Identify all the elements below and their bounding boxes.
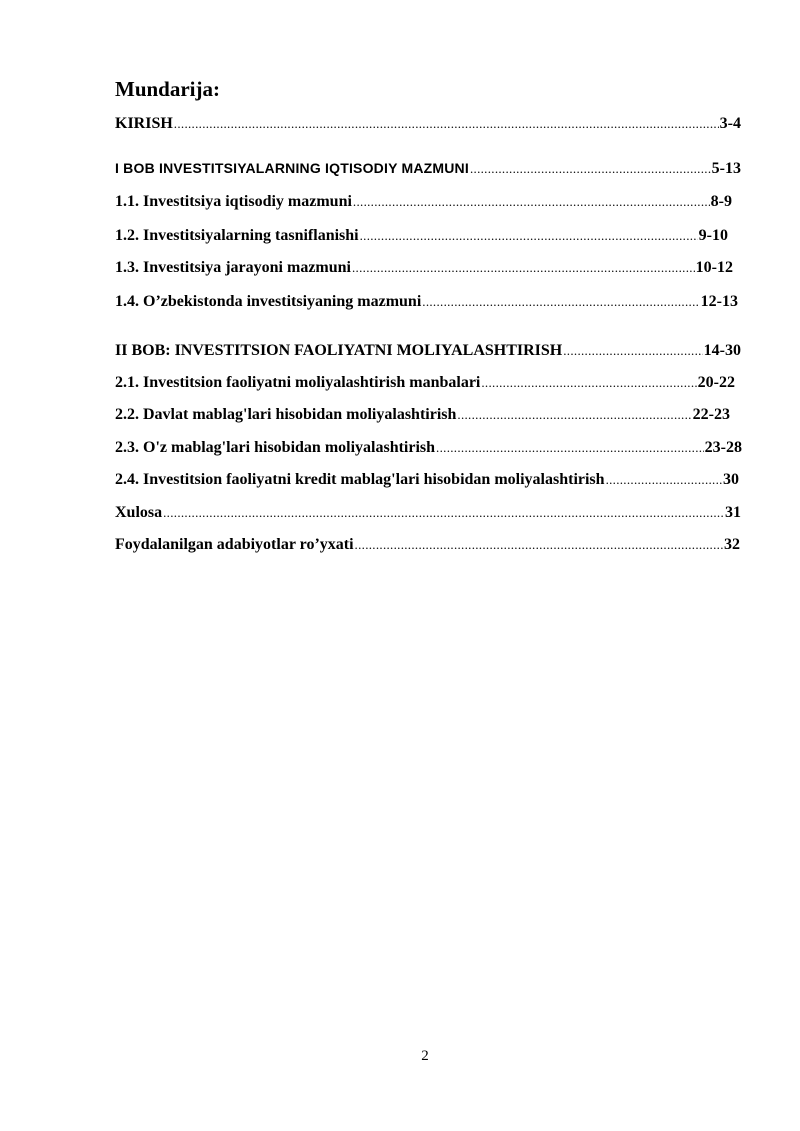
toc-entry-1-2[interactable] <box>115 226 728 246</box>
toc-entry-adabiyotlar[interactable] <box>115 535 740 555</box>
toc-entry-label: 1.4. O’zbekistonda investitsiyaning mazmuni <box>115 293 422 310</box>
toc-entry-chapter-2[interactable] <box>115 341 741 361</box>
toc-entry-pages: 9-10 <box>698 227 728 244</box>
toc-entry-pages: 30 <box>723 471 739 488</box>
toc-entry-chapter-1[interactable] <box>115 158 741 179</box>
toc-leader-dots <box>563 341 702 361</box>
toc-leader-dots <box>163 503 724 523</box>
toc-entry-label: 2.1. Investitsion faoliyatni moliyalashtirish manbalari <box>115 374 481 391</box>
toc-entry-pages: 5-13 <box>711 160 741 177</box>
toc-entry-pages: 20-22 <box>697 374 735 391</box>
toc-leader-dots <box>360 226 698 246</box>
toc-entry-pages: 8-9 <box>710 193 732 210</box>
toc-entry-2-2[interactable] <box>115 405 730 425</box>
toc-leader-dots <box>481 373 696 393</box>
toc-entry-xulosa[interactable] <box>115 503 741 523</box>
toc-entry-pages: 32 <box>724 536 740 553</box>
toc-entry-pages: 23-28 <box>704 439 742 456</box>
page-number: 2 <box>421 1048 429 1064</box>
toc-entry-label: 1.2. Investitsiyalarning tasniflanishi <box>115 227 359 244</box>
toc-entry-label: I BOB INVESTITSIYALARNING IQTISODIY MAZMUNI <box>115 160 469 176</box>
toc-entry-pages: 3-4 <box>719 115 741 132</box>
toc-entry-pages: 22-23 <box>692 406 730 423</box>
toc-leader-dots <box>606 470 722 490</box>
toc-entry-label: KIRISH <box>115 115 173 132</box>
toc-entry-label: 2.3. O'z mablag'lari hisobidan moliyalashtirish <box>115 439 436 456</box>
toc-entry-pages: 10-12 <box>695 259 733 276</box>
toc-leader-dots <box>436 438 704 458</box>
toc-entry-label: Xulosa <box>115 504 163 521</box>
toc-entry-label: 2.4. Investitsion faoliyatni kredit mablag'lari hisobidan moliyalashtirish <box>115 471 605 488</box>
toc-leader-dots <box>422 292 699 312</box>
toc-entry-pages: 12-13 <box>700 293 738 310</box>
toc-title: Mundarija: <box>115 77 220 101</box>
toc-entry-2-4[interactable] <box>115 470 739 490</box>
toc-entry-1-4[interactable] <box>115 292 738 312</box>
toc-leader-dots <box>355 535 723 555</box>
toc-entry-pages: 14-30 <box>703 342 741 359</box>
toc-leader-dots <box>174 114 719 134</box>
toc-entry-1-3[interactable] <box>115 258 733 278</box>
toc-entry-label: 2.2. Davlat mablag'lari hisobidan moliyalashtirish <box>115 406 457 423</box>
toc-entry-label: II BOB: INVESTITSION FAOLIYATNI MOLIYALASHTIRISH <box>115 342 563 359</box>
toc-entry-2-3[interactable] <box>115 438 742 458</box>
toc-entry-label: Foydalanilgan adabiyotlar ro’yxati <box>115 536 354 553</box>
toc-leader-dots <box>353 192 710 212</box>
toc-entry-label: 1.1. Investitsiya iqtisodiy mazmuni <box>115 193 352 210</box>
toc-entry-label: 1.3. Investitsiya jarayoni mazmuni <box>115 259 351 276</box>
toc-entry-1-1[interactable] <box>115 192 732 212</box>
toc-leader-dots <box>457 405 691 425</box>
toc-leader-dots <box>470 159 711 179</box>
toc-leader-dots <box>352 258 695 278</box>
toc-entry-2-1[interactable] <box>115 373 735 393</box>
toc-entry-kirish[interactable] <box>115 114 741 134</box>
toc-entry-pages: 31 <box>725 504 741 521</box>
